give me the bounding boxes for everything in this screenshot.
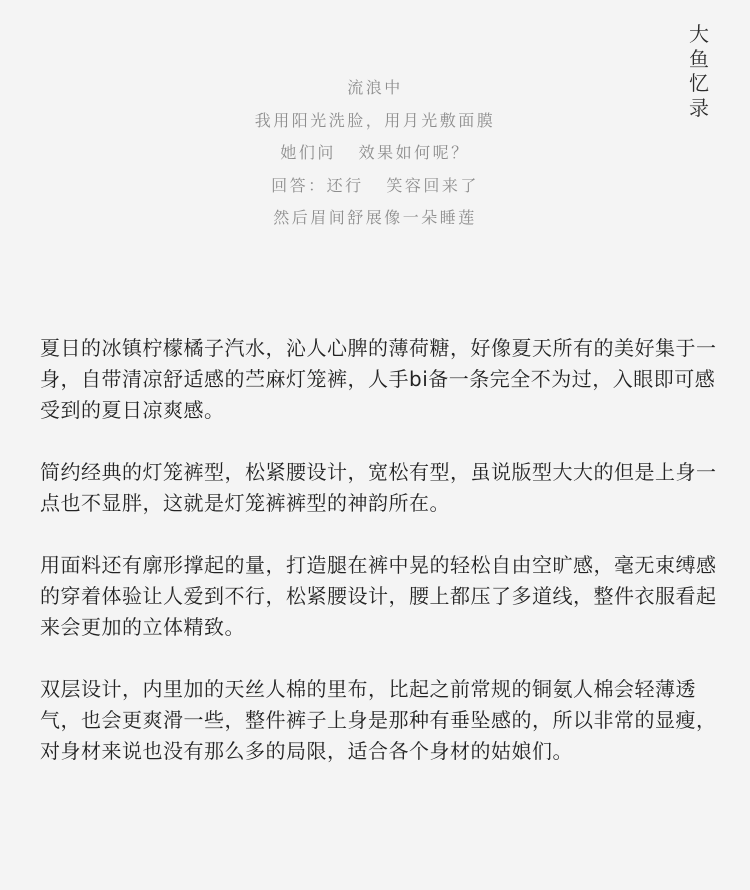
article-paragraph: 用面料还有廓形撑起的量，打造腿在裤中晃的轻松自由空旷感，毫无束缚感的穿着体验让人爱到不行，松紧腰设计，腰上都压了多道线，整件衣服看起来会更加的立体精致。 [40, 553, 717, 639]
poem-line: 然后眉间舒展像一朵睡莲 [273, 208, 477, 227]
brand-char: 录 [689, 95, 709, 120]
brand-char: 大 [689, 22, 709, 46]
poem-line: 回答：还行 笑容回来了 [271, 175, 479, 195]
article-paragraph: 夏日的冰镇柠檬橘子汽水，沁人心脾的薄荷糖，好像夏天所有的美好集于一身，自带清凉舒适感的苎麻灯笼裤，人手bi备一条完全不为过，入眼即可感受到的夏日凉爽感。 [40, 336, 717, 422]
brand-vertical-title [687, 22, 711, 120]
article-paragraph: 简约经典的灯笼裤型，松紧腰设计，宽松有型，虽说版型大大的但是上身一点也不显胖，这就是灯笼裤裤型的神韵所在。 [40, 460, 717, 515]
article-paragraph: 双层设计，内里加的天丝人棉的里布，比起之前常规的铜氨人棉会轻薄透气，也会更爽滑一些，整件裤子上身是那种有垂坠感的，所以非常的显瘦，对身材来说也没有那么多的局限，适合各个身材的姑娘们。 [40, 677, 717, 763]
poem-line: 她们问 效果如何呢？ [280, 143, 470, 162]
brand-char: 鱼 [689, 46, 709, 71]
article-body [40, 333, 720, 798]
poem-line: 流浪中 [347, 78, 403, 97]
poem-line: 我用阳光洗脸，用月光敷面膜 [254, 110, 496, 130]
poem-block [200, 72, 550, 235]
brand-char: 忆 [689, 71, 709, 95]
